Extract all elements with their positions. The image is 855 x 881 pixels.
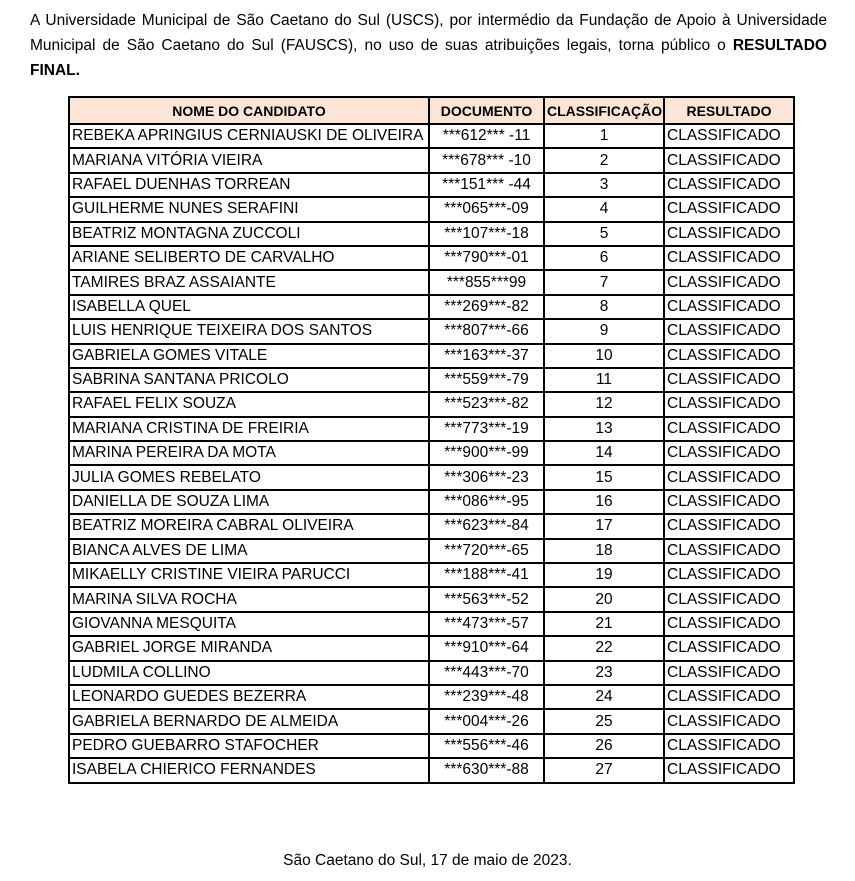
candidate-name-cell: RAFAEL DUENHAS TORREAN — [69, 173, 429, 197]
table-row — [69, 417, 794, 441]
document-cell: ***188***-41 — [429, 563, 544, 587]
classification-cell: 3 — [544, 173, 664, 197]
candidate-name-cell: ISABELLA QUEL — [69, 295, 429, 319]
document-cell: ***163***-37 — [429, 344, 544, 368]
table-row — [69, 270, 794, 294]
result-cell: CLASSIFICADO — [664, 685, 794, 709]
document-cell: ***630***-88 — [429, 758, 544, 782]
document-cell: ***306***-23 — [429, 465, 544, 489]
candidate-name-cell: SABRINA SANTANA PRICOLO — [69, 368, 429, 392]
document-cell: ***004***-26 — [429, 709, 544, 733]
result-cell: CLASSIFICADO — [664, 246, 794, 270]
document-cell: ***720***-65 — [429, 539, 544, 563]
table-row — [69, 368, 794, 392]
table-row — [69, 392, 794, 416]
classification-cell: 23 — [544, 661, 664, 685]
candidate-name-cell: JULIA GOMES REBELATO — [69, 465, 429, 489]
table-row — [69, 685, 794, 709]
document-cell: ***443***-70 — [429, 661, 544, 685]
result-cell: CLASSIFICADO — [664, 295, 794, 319]
classification-cell: 4 — [544, 197, 664, 221]
classification-cell: 16 — [544, 490, 664, 514]
table-row — [69, 441, 794, 465]
document-cell: ***612*** -11 — [429, 124, 544, 148]
results-table-body — [69, 124, 794, 783]
table-row — [69, 148, 794, 172]
classification-cell: 12 — [544, 392, 664, 416]
classification-cell: 22 — [544, 636, 664, 660]
table-row — [69, 246, 794, 270]
result-cell: CLASSIFICADO — [664, 514, 794, 538]
table-row — [69, 197, 794, 221]
table-row — [69, 539, 794, 563]
candidate-name-cell: MIKAELLY CRISTINE VIEIRA PARUCCI — [69, 563, 429, 587]
classification-cell: 19 — [544, 563, 664, 587]
result-cell: CLASSIFICADO — [664, 441, 794, 465]
header-cell-classification: CLASSIFICAÇÃO — [544, 97, 664, 124]
document-cell: ***523***-82 — [429, 392, 544, 416]
document-cell: ***151*** -44 — [429, 173, 544, 197]
candidate-name-cell: LUDMILA COLLINO — [69, 661, 429, 685]
table-row — [69, 319, 794, 343]
table-row — [69, 636, 794, 660]
document-cell: ***807***-66 — [429, 319, 544, 343]
candidate-name-cell: GABRIELA GOMES VITALE — [69, 344, 429, 368]
candidate-name-cell: LUIS HENRIQUE TEIXEIRA DOS SANTOS — [69, 319, 429, 343]
classification-cell: 17 — [544, 514, 664, 538]
classification-cell: 24 — [544, 685, 664, 709]
table-row — [69, 295, 794, 319]
result-cell: CLASSIFICADO — [664, 758, 794, 782]
table-row — [69, 587, 794, 611]
document-cell: ***910***-64 — [429, 636, 544, 660]
result-cell: CLASSIFICADO — [664, 490, 794, 514]
document-cell: ***623***-84 — [429, 514, 544, 538]
document-cell: ***790***-01 — [429, 246, 544, 270]
candidate-name-cell: RAFAEL FELIX SOUZA — [69, 392, 429, 416]
classification-cell: 27 — [544, 758, 664, 782]
result-cell: CLASSIFICADO — [664, 709, 794, 733]
table-row — [69, 124, 794, 148]
document-cell: ***556***-46 — [429, 734, 544, 758]
classification-cell: 9 — [544, 319, 664, 343]
table-row — [69, 344, 794, 368]
document-cell: ***855***99 — [429, 270, 544, 294]
document-cell: ***563***-52 — [429, 587, 544, 611]
candidate-name-cell: MARINA PEREIRA DA MOTA — [69, 441, 429, 465]
result-cell: CLASSIFICADO — [664, 661, 794, 685]
table-row — [69, 734, 794, 758]
classification-cell: 20 — [544, 587, 664, 611]
intro-bold-result-final: RESULTADO FINAL. — [30, 37, 827, 79]
results-table — [68, 96, 795, 784]
candidate-name-cell: GIOVANNA MESQUITA — [69, 612, 429, 636]
document-cell: ***086***-95 — [429, 490, 544, 514]
result-cell: CLASSIFICADO — [664, 539, 794, 563]
result-cell: CLASSIFICADO — [664, 148, 794, 172]
result-cell: CLASSIFICADO — [664, 197, 794, 221]
candidate-name-cell: MARIANA VITÓRIA VIEIRA — [69, 148, 429, 172]
result-cell: CLASSIFICADO — [664, 319, 794, 343]
result-cell: CLASSIFICADO — [664, 465, 794, 489]
classification-cell: 1 — [544, 124, 664, 148]
document-cell: ***678*** -10 — [429, 148, 544, 172]
candidate-name-cell: BIANCA ALVES DE LIMA — [69, 539, 429, 563]
result-cell: CLASSIFICADO — [664, 124, 794, 148]
classification-cell: 14 — [544, 441, 664, 465]
classification-cell: 10 — [544, 344, 664, 368]
classification-cell: 5 — [544, 222, 664, 246]
classification-cell: 6 — [544, 246, 664, 270]
result-cell: CLASSIFICADO — [664, 417, 794, 441]
table-row — [69, 563, 794, 587]
document-cell: ***900***-99 — [429, 441, 544, 465]
intro-text: A Universidade Municipal de São Caetano do Sul (USCS), por intermédio da Fundação de Apoio à Universidade Municipal de São Caetano do Sul (FAUSCS), no uso de suas atribuições legais, torna público o — [30, 12, 827, 54]
candidate-name-cell: BEATRIZ MONTAGNA ZUCCOLI — [69, 222, 429, 246]
document-cell: ***269***-82 — [429, 295, 544, 319]
table-row — [69, 661, 794, 685]
table-row — [69, 709, 794, 733]
document-cell: ***473***-57 — [429, 612, 544, 636]
result-cell: CLASSIFICADO — [664, 173, 794, 197]
classification-cell: 2 — [544, 148, 664, 172]
result-cell: CLASSIFICADO — [664, 734, 794, 758]
table-row — [69, 612, 794, 636]
candidate-name-cell: PEDRO GUEBARRO STAFOCHER — [69, 734, 429, 758]
candidate-name-cell: GABRIEL JORGE MIRANDA — [69, 636, 429, 660]
candidate-name-cell: GABRIELA BERNARDO DE ALMEIDA — [69, 709, 429, 733]
candidate-name-cell: DANIELLA DE SOUZA LIMA — [69, 490, 429, 514]
candidate-name-cell: REBEKA APRINGIUS CERNIAUSKI DE OLIVEIRA — [69, 124, 429, 148]
table-row — [69, 465, 794, 489]
footer-date: São Caetano do Sul, 17 de maio de 2023. — [283, 852, 572, 869]
candidate-name-cell: GUILHERME NUNES SERAFINI — [69, 197, 429, 221]
header-cell-candidate-name: NOME DO CANDIDATO — [69, 97, 429, 124]
document-cell: ***559***-79 — [429, 368, 544, 392]
classification-cell: 21 — [544, 612, 664, 636]
classification-cell: 11 — [544, 368, 664, 392]
table-row — [69, 490, 794, 514]
table-row — [69, 173, 794, 197]
classification-cell: 25 — [544, 709, 664, 733]
classification-cell: 26 — [544, 734, 664, 758]
candidate-name-cell: MARINA SILVA ROCHA — [69, 587, 429, 611]
header-cell-result: RESULTADO — [664, 97, 794, 124]
result-cell: CLASSIFICADO — [664, 270, 794, 294]
intro-paragraph — [30, 8, 827, 83]
header-cell-document: DOCUMENTO — [429, 97, 544, 124]
result-cell: CLASSIFICADO — [664, 563, 794, 587]
table-row — [69, 222, 794, 246]
table-row — [69, 514, 794, 538]
candidate-name-cell: ARIANE SELIBERTO DE CARVALHO — [69, 246, 429, 270]
candidate-name-cell: MARIANA CRISTINA DE FREIRIA — [69, 417, 429, 441]
result-cell: CLASSIFICADO — [664, 368, 794, 392]
candidate-name-cell: LEONARDO GUEDES BEZERRA — [69, 685, 429, 709]
result-cell: CLASSIFICADO — [664, 392, 794, 416]
classification-cell: 15 — [544, 465, 664, 489]
table-header-row — [69, 97, 794, 124]
classification-cell: 13 — [544, 417, 664, 441]
candidate-name-cell: TAMIRES BRAZ ASSAIANTE — [69, 270, 429, 294]
candidate-name-cell: BEATRIZ MOREIRA CABRAL OLIVEIRA — [69, 514, 429, 538]
result-cell: CLASSIFICADO — [664, 222, 794, 246]
table-row — [69, 758, 794, 782]
result-cell: CLASSIFICADO — [664, 636, 794, 660]
classification-cell: 8 — [544, 295, 664, 319]
result-cell: CLASSIFICADO — [664, 587, 794, 611]
document-cell: ***773***-19 — [429, 417, 544, 441]
document-cell: ***107***-18 — [429, 222, 544, 246]
document-cell: ***065***-09 — [429, 197, 544, 221]
candidate-name-cell: ISABELA CHIERICO FERNANDES — [69, 758, 429, 782]
classification-cell: 7 — [544, 270, 664, 294]
result-cell: CLASSIFICADO — [664, 612, 794, 636]
document-cell: ***239***-48 — [429, 685, 544, 709]
result-cell: CLASSIFICADO — [664, 344, 794, 368]
classification-cell: 18 — [544, 539, 664, 563]
